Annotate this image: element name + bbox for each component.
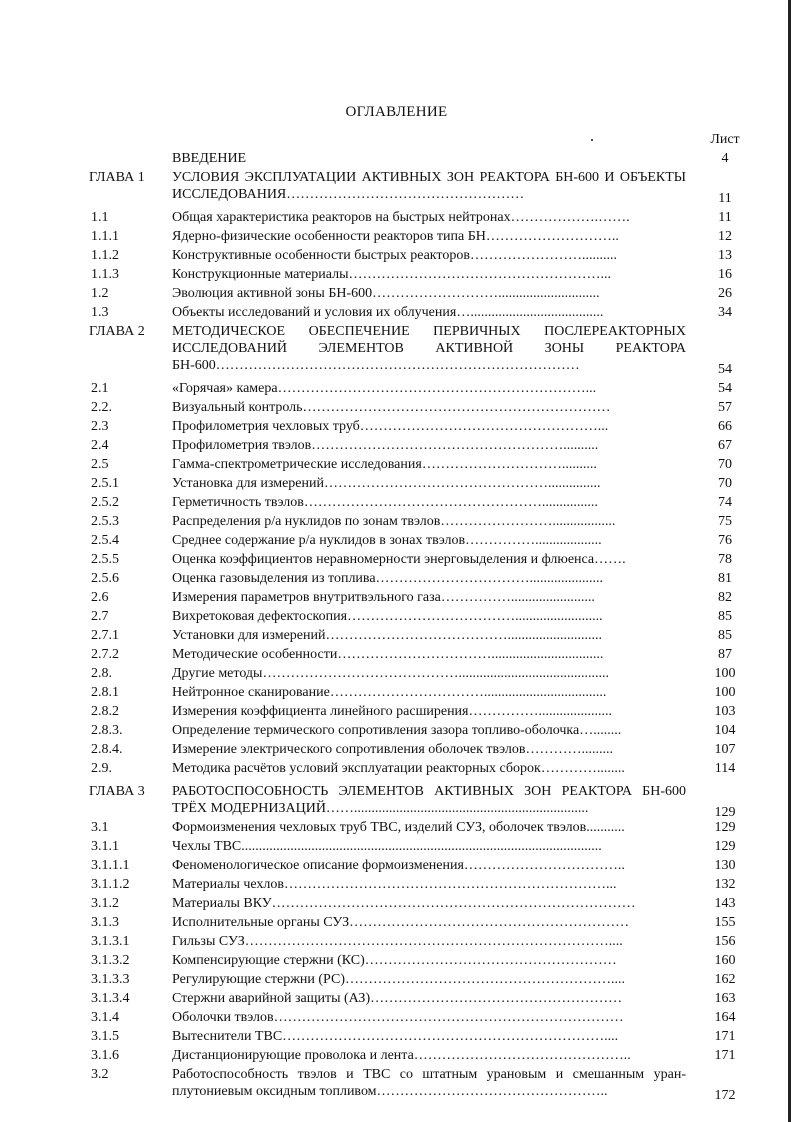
toc-entry-page: 57	[718, 400, 732, 415]
toc-entry-page: 171	[714, 1029, 736, 1044]
toc-entry-title: Регулирующие стержни (РС)…………………………………………………....	[172, 972, 626, 987]
toc-entry-title: Измерения параметров внутритвэльного газа……………........................	[172, 590, 595, 605]
toc-entry-title: РАБОТОСПОСОБНОСТЬ ЭЛЕМЕНТОВ АКТИВНЫХ ЗОН РЕАКТОРА БН-600 ТРЁХ МОДЕРНИЗАЦИЙ……...................................................................	[172, 784, 686, 816]
toc-entry-number: 3.1.3.1	[91, 934, 130, 949]
toc-entry-title: Оболочки твэлов…………………………………………………………………	[172, 1010, 624, 1025]
toc-entry-number: 1.1.2	[91, 248, 119, 263]
toc-entry-page: 155	[714, 915, 736, 930]
toc-entry-number: 2.4	[91, 438, 109, 453]
toc-chapter-row[interactable]	[0, 150, 793, 169]
toc-entry-row[interactable]	[0, 266, 793, 285]
toc-entry-number: 2.8.	[91, 666, 112, 681]
toc-entry-title: Профилометрия твэлов………………………………………………..........	[172, 438, 599, 453]
page-edge-line	[788, 0, 791, 1122]
toc-entry-title: Гамма-спектрометрические исследования…………………………..........	[172, 457, 597, 472]
toc-entry-page: 13	[718, 248, 732, 263]
toc-entry-title: Измерения коэффициента линейного расширения…………….....................	[172, 704, 612, 719]
toc-entry-page: 78	[718, 552, 732, 567]
toc-entry-row[interactable]	[0, 532, 793, 551]
toc-entry-page: 103	[714, 704, 736, 719]
toc-entry-page: 100	[714, 685, 736, 700]
toc-entry-row[interactable]	[0, 1009, 793, 1028]
toc-entry-title: Распределения р/а нуклидов по зонам твэлов……………………..................	[172, 514, 616, 529]
toc-entry-number: 2.5.4	[91, 533, 119, 548]
toc-entry-number: 2.7	[91, 609, 109, 624]
toc-entry-row[interactable]	[0, 646, 793, 665]
toc-entry-row[interactable]	[0, 247, 793, 266]
toc-entry-row[interactable]	[0, 895, 793, 914]
toc-entry-number: 2.1	[91, 381, 109, 396]
toc-entry-page: 26	[718, 286, 732, 301]
toc-entry-row[interactable]	[0, 990, 793, 1009]
toc-entry-number: 2.5.1	[91, 476, 119, 491]
toc-entry-title: Определение термического сопротивления зазора топливо-оболочка…........	[172, 723, 622, 738]
toc-entry-row[interactable]	[0, 456, 793, 475]
toc-entry-title: Работоспособность твэлов и ТВС со штатным урановым и смешанным уран-плутониевым оксидным топливом…………………………………………..	[172, 1067, 686, 1099]
toc-entry-page: 164	[714, 1010, 736, 1025]
toc-entry-number: 3.1.3.2	[91, 953, 130, 968]
toc-entry-row[interactable]	[0, 1047, 793, 1066]
toc-entry-number: 2.8.4.	[91, 742, 123, 757]
toc-entry-page: 76	[718, 533, 732, 548]
toc-entry-title: Общая характеристика реакторов на быстрых нейтронах……………….…….	[172, 210, 630, 225]
toc-entry-number: 2.5	[91, 457, 109, 472]
toc-entry-number: 3.1	[91, 820, 109, 835]
toc-entry-page: 54	[718, 362, 732, 377]
toc-entry-page: 70	[718, 457, 732, 472]
toc-chapter-row[interactable]	[0, 323, 793, 376]
toc-entry-number: 2.5.3	[91, 514, 119, 529]
toc-entry-number: 1.1	[91, 210, 109, 225]
toc-entry-page: 85	[718, 609, 732, 624]
page-title: ОГЛАВЛЕНИЕ	[345, 104, 448, 120]
toc-entry-page: 129	[714, 820, 736, 835]
toc-entry-title: Другие методы……………………………………...........................................	[172, 666, 609, 681]
toc-entry-title: «Горячая» камера…………………………………………………………...	[172, 381, 597, 396]
toc-entry-title: МЕТОДИЧЕСКОЕ ОБЕСПЕЧЕНИЕ ПЕРВИЧНЫХ ПОСЛЕРЕАКТОРНЫХ ИССЛЕДОВАНИЙ ЭЛЕМЕНТОВ АКТИВНОЙ ЗОНЫ РЕАКТОРА БН-600……………………………………………………………………	[172, 324, 686, 373]
toc-entry-page: 34	[718, 305, 732, 320]
toc-entry-row[interactable]	[0, 475, 793, 494]
toc-entry-number: 3.1.3	[91, 915, 119, 930]
toc-entry-row[interactable]	[0, 971, 793, 990]
toc-entry-number: 2.2.	[91, 400, 112, 415]
toc-entry-number: 3.1.1	[91, 839, 119, 854]
toc-entry-number: ГЛАВА 2	[89, 324, 145, 339]
toc-entry-row[interactable]	[0, 551, 793, 570]
sheet-column-label: Лист	[710, 132, 740, 147]
toc-entry-row[interactable]	[0, 418, 793, 437]
toc-entry-page: 67	[718, 438, 732, 453]
toc-entry-title: Оценка коэффициентов неравномерности энерговыделения и флюенса…….	[172, 552, 626, 567]
toc-entry-title: Компенсирующие стержни (КС)………………………………………………	[172, 953, 617, 968]
toc-entry-row[interactable]	[0, 684, 793, 703]
toc-entry-row[interactable]	[0, 741, 793, 760]
toc-entry-title: Вихретоковая дефектоскопия……………………………….........................	[172, 609, 603, 624]
toc-entry-number: 2.8.3.	[91, 723, 123, 738]
toc-entry-title: Эволюция активной зоны БН-600……………………….............................	[172, 286, 600, 301]
toc-entry-title: Оценка газовыделения из топлива…………………………….....................	[172, 571, 604, 586]
toc-entry-title: Методика расчётов условий эксплуатации реакторных сборок…………........	[172, 761, 625, 776]
toc-entry-row[interactable]	[0, 857, 793, 876]
toc-entry-row[interactable]	[0, 933, 793, 952]
toc-entry-page: 74	[718, 495, 732, 510]
toc-entry-title: Гильзы СУЗ……………………………………………………………………....	[172, 934, 623, 949]
toc-entry-page: 163	[714, 991, 736, 1006]
toc-entry-page: 156	[714, 934, 736, 949]
toc-entry-title: Установки для измерений…………………………………...........................	[172, 628, 602, 643]
toc-entry-row[interactable]	[0, 228, 793, 247]
toc-entry-number: 2.5.2	[91, 495, 119, 510]
toc-entry-title: Конструкционные материалы………………………………………………...	[172, 267, 612, 282]
toc-entry-title: Формоизменения чехловых труб ТВС, изделий СУЗ, оболочек твэлов...........	[172, 820, 625, 835]
toc-entry-title: ВВЕДЕНИЕ	[172, 151, 247, 166]
toc-entry-number: 1.1.3	[91, 267, 119, 282]
toc-entry-number: 3.1.6	[91, 1048, 119, 1063]
toc-entry-page: 107	[714, 742, 736, 757]
toc-entry-page: 171	[714, 1048, 736, 1063]
toc-chapter-row[interactable]	[0, 169, 793, 205]
toc-entry-title: Материалы ВКУ……………………………………………………………………	[172, 896, 636, 911]
toc-entry-page: 85	[718, 628, 732, 643]
toc-entry-title: Стержни аварийной защиты (АЗ)………………………………………………	[172, 991, 623, 1006]
toc-entry-row[interactable]	[0, 1066, 793, 1102]
toc-entry-title: Установка для измерений…………………………………………...............	[172, 476, 601, 491]
toc-entry-row[interactable]	[0, 513, 793, 532]
toc-entry-title: Конструктивные особенности быстрых реакторов……………………..........	[172, 248, 617, 263]
toc-entry-title: Исполнительные органы СУЗ……………………………………………………	[172, 915, 630, 930]
toc-entry-row[interactable]	[0, 1028, 793, 1047]
toc-entry-page: 54	[718, 381, 732, 396]
toc-entry-title: Герметичность твэлов……………………………………………................	[172, 495, 598, 510]
toc-entry-row[interactable]	[0, 304, 793, 323]
toc-entry-page: 16	[718, 267, 732, 282]
toc-entry-title: УСЛОВИЯ ЭКСПЛУАТАЦИИ АКТИВНЫХ ЗОН РЕАКТОРА БН-600 И ОБЪЕКТЫ ИССЛЕДОВАНИЯ……………………………………………	[172, 170, 686, 202]
toc-entry-row[interactable]	[0, 819, 793, 838]
toc-entry-row[interactable]	[0, 285, 793, 304]
toc-entry-number: 2.5.6	[91, 571, 119, 586]
toc-entry-row[interactable]	[0, 380, 793, 399]
toc-entry-number: 2.5.5	[91, 552, 119, 567]
toc-entry-page: 11	[718, 210, 732, 225]
toc-entry-title: Дистанционирующие проволока и лента………………………………………..	[172, 1048, 631, 1063]
toc-entry-row[interactable]	[0, 876, 793, 895]
toc-entry-page: 172	[714, 1088, 736, 1103]
toc-entry-page: 75	[718, 514, 732, 529]
toc-entry-number: 3.1.3.4	[91, 991, 130, 1006]
toc-entry-number: 3.1.3.3	[91, 972, 130, 987]
toc-entry-row[interactable]	[0, 914, 793, 933]
toc-entry-title: Вытеснители ТВС……………………………………………………………....	[172, 1029, 619, 1044]
toc-entry-page: 100	[714, 666, 736, 681]
toc-entry-page: 82	[718, 590, 732, 605]
toc-entry-number: 3.1.1.1	[91, 858, 130, 873]
toc-entry-page: 130	[714, 858, 736, 873]
toc-entry-title: Ядерно-физические особенности реакторов типа БН………………………..	[172, 229, 619, 244]
toc-entry-page: 160	[714, 953, 736, 968]
toc-entry-number: 1.1.1	[91, 229, 119, 244]
toc-entry-number: ГЛАВА 1	[89, 170, 145, 185]
toc-list	[0, 150, 793, 1102]
toc-entry-number: 2.3	[91, 419, 109, 434]
toc-entry-title: Чехлы ТВС.......................................................................................................	[172, 839, 602, 854]
toc-entry-page: 114	[714, 761, 736, 776]
toc-entry-number: 2.9.	[91, 761, 112, 776]
toc-entry-number: 2.8.2	[91, 704, 119, 719]
toc-entry-page: 129	[714, 805, 736, 820]
toc-entry-row[interactable]	[0, 209, 793, 228]
toc-entry-row[interactable]	[0, 760, 793, 779]
toc-entry-number: 3.2	[91, 1067, 109, 1082]
toc-entry-page: 162	[714, 972, 736, 987]
toc-entry-title: Феноменологическое описание формоизменения……………………………..	[172, 858, 625, 873]
toc-entry-row[interactable]	[0, 722, 793, 741]
toc-entry-number: ГЛАВА 3	[89, 784, 145, 799]
toc-entry-page: 129	[714, 839, 736, 854]
toc-entry-number: 3.1.2	[91, 896, 119, 911]
toc-entry-page: 66	[718, 419, 732, 434]
toc-entry-page: 12	[718, 229, 732, 244]
toc-entry-number: 2.8.1	[91, 685, 119, 700]
toc-entry-number: 3.1.4	[91, 1010, 119, 1025]
toc-entry-title: Измерение электрического сопротивления оболочек твэлов………….........	[172, 742, 613, 757]
toc-entry-row[interactable]	[0, 665, 793, 684]
toc-entry-page: 87	[718, 647, 732, 662]
toc-entry-row[interactable]	[0, 703, 793, 722]
toc-entry-number: 3.1.5	[91, 1029, 119, 1044]
toc-entry-number: 2.7.1	[91, 628, 119, 643]
toc-entry-page: 70	[718, 476, 732, 491]
toc-entry-row[interactable]	[0, 589, 793, 608]
toc-chapter-row[interactable]	[0, 783, 793, 819]
toc-entry-number: 1.2	[91, 286, 109, 301]
toc-entry-page: 132	[714, 877, 736, 892]
toc-entry-title: Нейтронное сканирование……………………………...................................	[172, 685, 607, 700]
toc-entry-row[interactable]	[0, 952, 793, 971]
toc-entry-page: 104	[714, 723, 736, 738]
scan-mark	[591, 139, 593, 141]
toc-entry-page: 143	[714, 896, 736, 911]
toc-entry-page: 11	[718, 191, 732, 206]
toc-entry-row[interactable]	[0, 838, 793, 857]
toc-entry-number: 1.3	[91, 305, 109, 320]
toc-entry-page: 4	[721, 151, 729, 166]
toc-entry-row[interactable]	[0, 608, 793, 627]
toc-entry-row[interactable]	[0, 494, 793, 513]
toc-entry-title: Материалы чехлов……………………………………………………………...	[172, 877, 617, 892]
toc-entry-number: 2.6	[91, 590, 109, 605]
toc-entry-title: Методические особенности……………………………................................	[172, 647, 604, 662]
toc-entry-row[interactable]	[0, 627, 793, 646]
toc-entry-title: Объекты исследований и условия их облучения…......................................	[172, 305, 604, 320]
toc-entry-title: Среднее содержание р/а нуклидов в зонах твэлов……………...................	[172, 533, 602, 548]
toc-entry-row[interactable]	[0, 570, 793, 589]
toc-entry-title: Визуальный контроль…………………………………………………………	[172, 400, 611, 415]
toc-entry-number: 2.7.2	[91, 647, 119, 662]
toc-entry-page: 81	[718, 571, 732, 586]
toc-entry-row[interactable]	[0, 399, 793, 418]
toc-entry-row[interactable]	[0, 437, 793, 456]
toc-entry-number: 3.1.1.2	[91, 877, 130, 892]
toc-entry-title: Профилометрия чехловых труб……………………………………………...	[172, 419, 609, 434]
